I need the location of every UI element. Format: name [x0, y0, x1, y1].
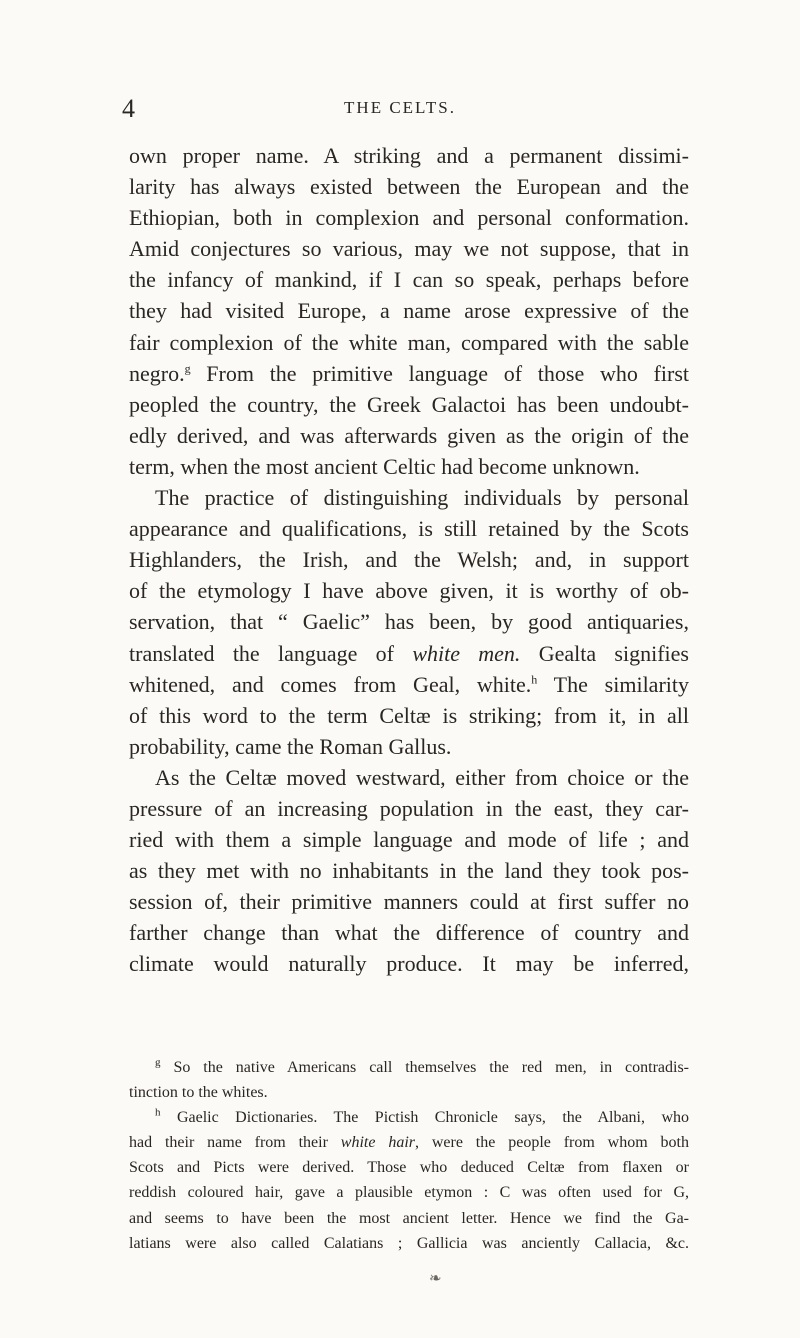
italic-phrase: white hair — [340, 1134, 415, 1152]
footnote-line: Scots and Picts were derived. Those who deduced Celtæ from flaxen or — [129, 1159, 689, 1177]
text-line: farther change than what the difference of country and — [129, 920, 689, 946]
footnote-line: latians were also called Calatians ; Gallicia was anciently Callacia, &c. — [129, 1234, 689, 1252]
text-line: larity has always existed between the European and the — [129, 174, 689, 200]
text-line: Ethiopian, both in complexion and personal conformation. — [129, 205, 689, 231]
body-text — [129, 140, 689, 980]
text-line: peopled the country, the Greek Galactoi has been undoubt- — [129, 391, 689, 417]
footnote-line: reddish coloured hair, gave a plausible etymon : C was often used for G, — [129, 1184, 689, 1202]
footnote-h: $^h$ Gaelic Dictionaries. The Pictish Chronicle says, the Albani, who — [155, 1106, 689, 1127]
text-line: probability, came the Roman Gallus. — [129, 733, 452, 759]
running-head: THE CELTS. — [344, 98, 456, 117]
text-line: they had visited Europe, a name arose expressive of the — [129, 298, 689, 324]
footnote-mark: g — [155, 1056, 161, 1069]
ornament-icon: ❧ — [429, 1271, 442, 1287]
footnote-ref-g: g — [184, 361, 191, 376]
footnote-line: tinction to the whites. — [129, 1084, 268, 1102]
text-line: session of, their primitive manners could at first suffer no — [129, 889, 689, 915]
footnote-mark: h — [155, 1106, 161, 1119]
footnotes — [129, 1055, 689, 1256]
footnote-g: $^g$ So the native Americans call themselves the red men, in contradis- — [155, 1056, 689, 1076]
text-line: servation, that “ Gaelic” has been, by good antiquaries, — [129, 609, 689, 635]
text-line: Highlanders, the Irish, and the Welsh; and, in support — [129, 547, 689, 573]
text-line: term, when the most ancient Celtic had become unknown. — [129, 453, 640, 479]
text-line: Amid conjectures so various, may we not suppose, that in — [129, 236, 689, 262]
text-line: whitened, and comes from Geal, white.$^h$ The similarity — [129, 671, 689, 697]
text-line: the infancy of mankind, if I can so speak, perhaps before — [129, 267, 689, 293]
text-line: translated the language of white men. Gealta signifies — [129, 640, 689, 666]
text-line: of the etymology I have above given, it is worthy of ob- — [129, 578, 689, 604]
text-line: of this word to the term Celtæ is striking; from it, in all — [129, 702, 689, 728]
text-line: own proper name. A striking and a permanent dissimi- — [129, 143, 689, 168]
text-line: climate would naturally produce. It may be inferred, — [129, 951, 689, 977]
text-line: negro.$^g$ From the primitive language of those who first — [129, 360, 689, 386]
text-line: appearance and qualifications, is still retained by the Scots — [129, 516, 689, 542]
text-line: as they met with no inhabitants in the land they took pos- — [129, 858, 689, 884]
italic-phrase: white men. — [412, 640, 521, 666]
footnote-ref-h: h — [531, 672, 538, 687]
page-number: 4 — [122, 94, 135, 123]
text-line: fair complexion of the white man, compared with the sable — [129, 329, 689, 355]
text-line: ried with them a simple language and mode of life ; and — [129, 827, 689, 853]
footnote-line: had their name from their white hair, were the people from whom both — [129, 1134, 689, 1152]
text-line: The practice of distinguishing individuals by personal — [155, 485, 689, 511]
text-line: pressure of an increasing population in the east, they car- — [129, 795, 689, 821]
footnote-line: and seems to have been the most ancient letter. Hence we find the Ga- — [129, 1209, 689, 1227]
text-line: As the Celtæ moved westward, either from choice or the — [155, 764, 689, 790]
text-line: edly derived, and was afterwards given as the origin of the — [129, 422, 689, 448]
